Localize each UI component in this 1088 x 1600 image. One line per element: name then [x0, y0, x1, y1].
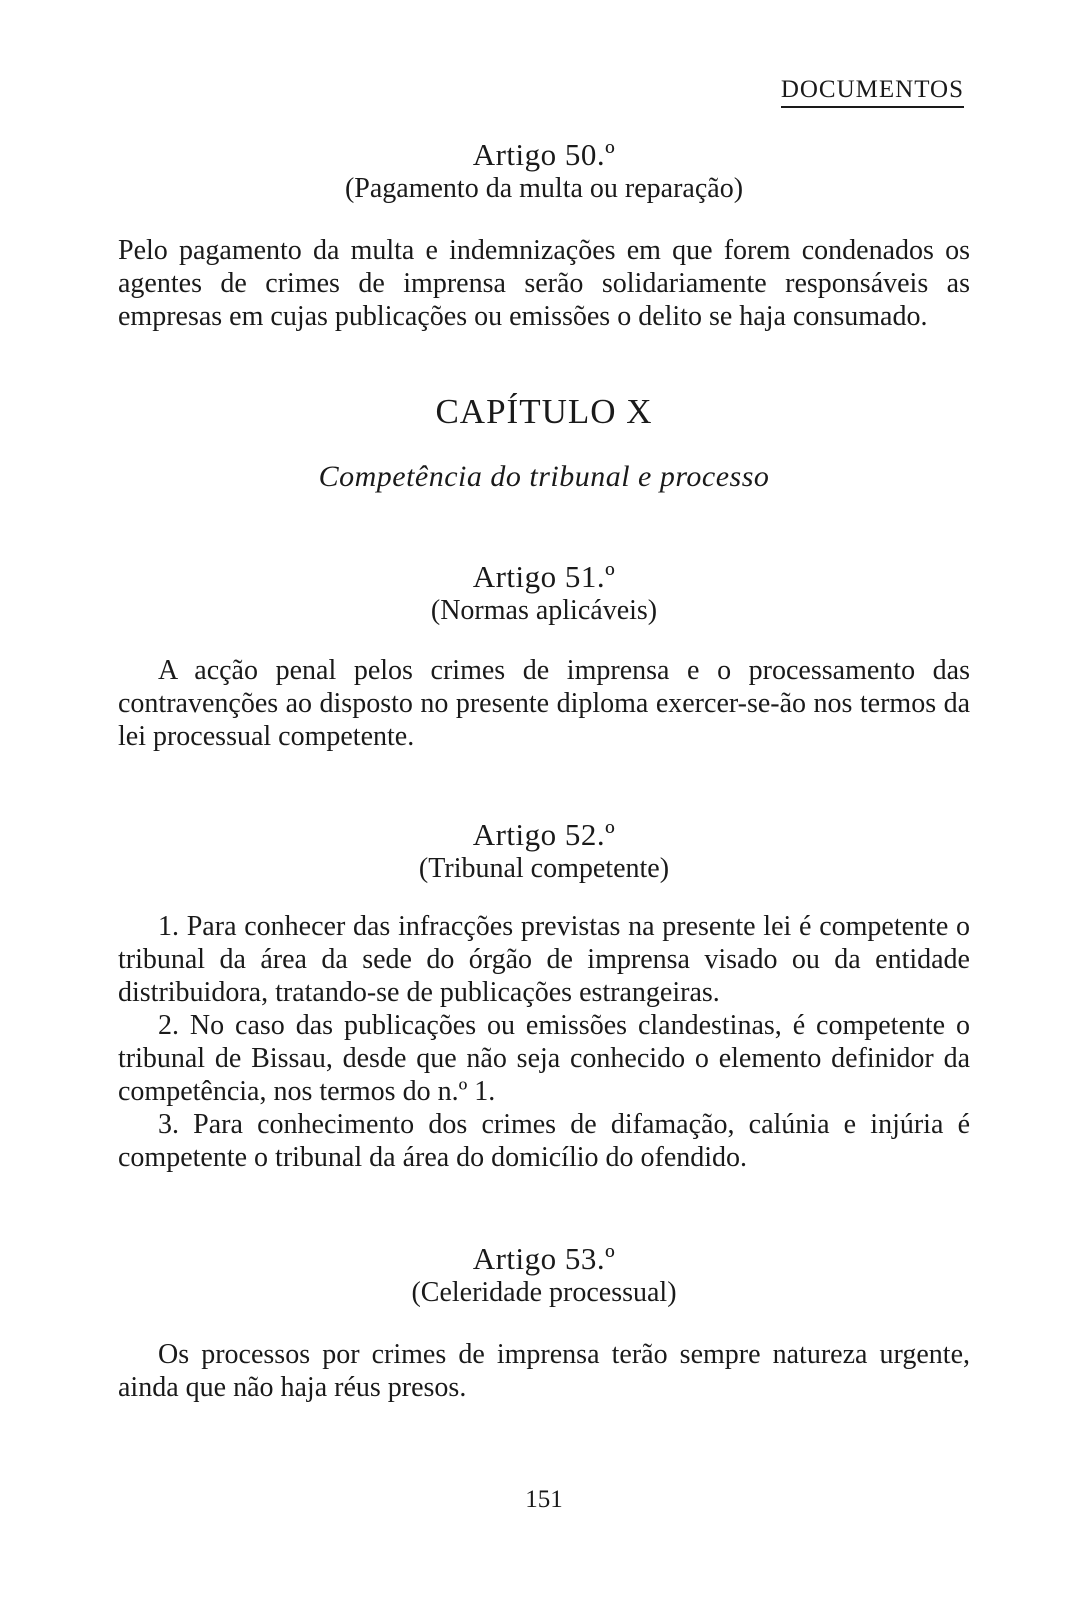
article-subtitle: (Pagamento da multa ou reparação) — [344, 173, 744, 204]
chapter-title: CAPÍTULO X — [435, 392, 653, 431]
chapter-subtitle: Competência do tribunal e processo — [318, 460, 770, 493]
article-title: Artigo 50.º — [472, 137, 616, 172]
article-subtitle: (Normas aplicáveis) — [430, 595, 658, 626]
numbered-paragraph: 3. Para conhecimento dos crimes de difamação, calúnia e injúria é competente o tribunal da área do domicílio do ofendido. — [118, 1109, 970, 1173]
chapter-subheading — [118, 460, 970, 494]
running-head: DOCUMENTOS — [781, 76, 964, 108]
article-50 — [118, 138, 970, 333]
article-text: A acção penal pelos crimes de imprensa e o processamento das contravenções ao disposto no presente diploma exercer-se-ão nos termos da lei processual competente. — [118, 655, 970, 752]
article-title: Artigo 51.º — [472, 559, 616, 594]
article-subtitle: (Celeridade processual) — [411, 1277, 677, 1308]
page-number: 151 — [525, 1486, 563, 1513]
article-title: Artigo 53.º — [472, 1241, 616, 1276]
article-subtitle: (Tribunal competente) — [418, 853, 670, 884]
numbered-paragraph: 2. No caso das publicações ou emissões clandestinas, é competente o tribunal de Bissau, desde que não seja conhecido o elemento definidor da competência, nos termos do n.º 1. — [118, 1010, 970, 1107]
article-53 — [118, 1242, 970, 1404]
numbered-paragraph: 1. Para conhecer das infracções previstas na presente lei é competente o tribunal da área da sede do órgão de imprensa visado ou da entidade distribuidora, tratando-se de publicações estrangeiras. — [118, 911, 970, 1008]
article-text: Os processos por crimes de imprensa terão sempre natureza urgente, ainda que não haja réus presos. — [118, 1339, 970, 1403]
article-title: Artigo 52.º — [472, 817, 616, 852]
article-52 — [118, 818, 970, 1174]
article-text: Pelo pagamento da multa e indemnizações em que forem condenados os agentes de crimes de imprensa serão solidariamente responsáveis as empresas em cujas publicações ou emissões o delito se haja consumado. — [118, 235, 970, 332]
article-51 — [118, 560, 970, 753]
chapter-heading — [118, 392, 970, 432]
